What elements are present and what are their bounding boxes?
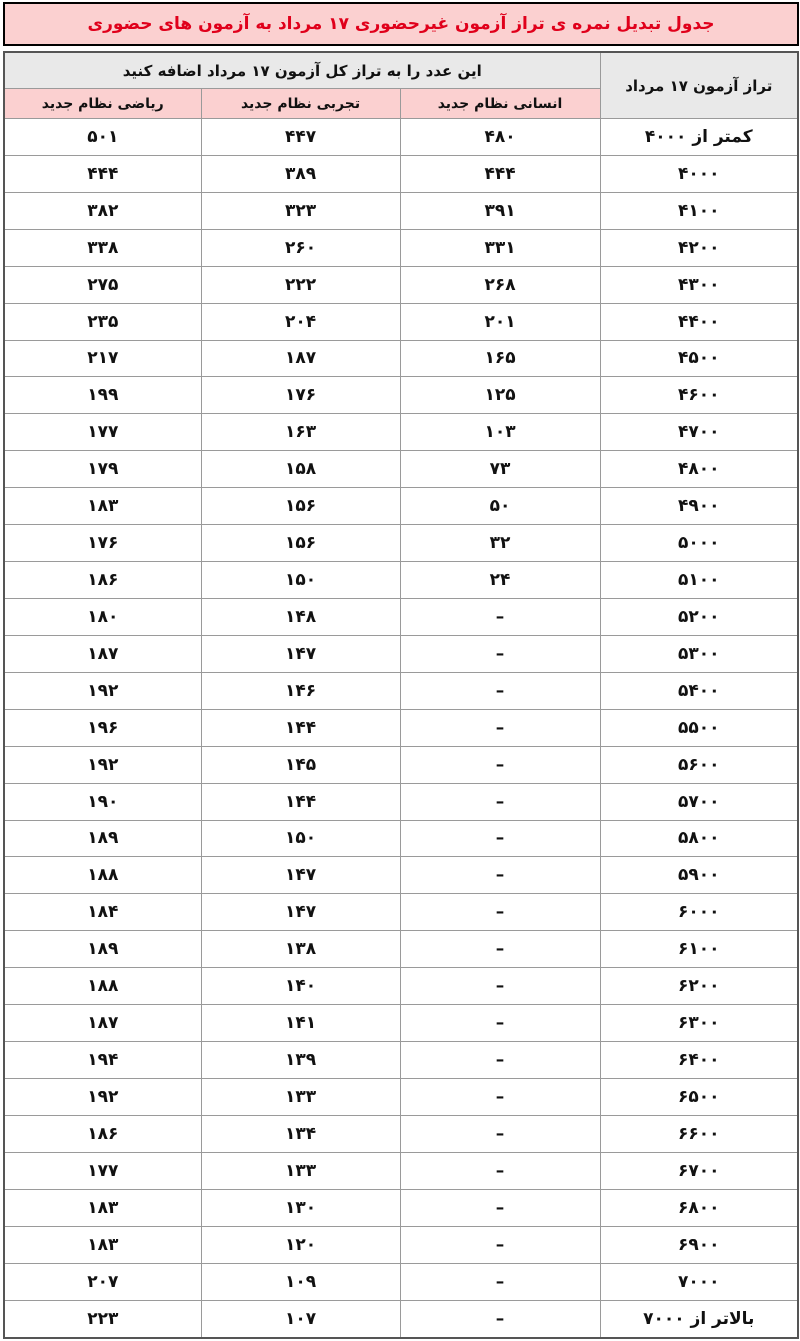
- cell-ensani: –: [400, 1078, 600, 1115]
- cell-riazi: ۱۷۷: [4, 414, 201, 451]
- header-taraz: تراز آزمون ۱۷ مرداد: [600, 52, 798, 119]
- table-row: [4, 1078, 798, 1115]
- cell-riazi: ۱۸۳: [4, 488, 201, 525]
- header-ensani: انسانی نظام جدید: [400, 89, 600, 119]
- cell-ensani: ۵۰: [400, 488, 600, 525]
- cell-ensani: ۳۳۱: [400, 229, 600, 266]
- cell-taraz: ۷۰۰۰: [600, 1263, 798, 1300]
- cell-riazi: ۱۸۹: [4, 931, 201, 968]
- cell-tajrobi: ۱۳۹: [201, 1042, 400, 1079]
- table-row: [4, 894, 798, 931]
- cell-tajrobi: ۱۵۶: [201, 488, 400, 525]
- cell-riazi: ۱۹۹: [4, 377, 201, 414]
- cell-riazi: ۱۹۲: [4, 1078, 201, 1115]
- cell-taraz: ۴۰۰۰: [600, 155, 798, 192]
- cell-riazi: ۱۹۲: [4, 746, 201, 783]
- table-row: [4, 1189, 798, 1226]
- cell-tajrobi: ۱۵۰: [201, 562, 400, 599]
- table-row: [4, 635, 798, 672]
- cell-taraz: ۶۹۰۰: [600, 1226, 798, 1263]
- cell-riazi: ۲۳۵: [4, 303, 201, 340]
- cell-riazi: ۲۷۵: [4, 266, 201, 303]
- cell-ensani: ۲۰۱: [400, 303, 600, 340]
- table-row: [4, 857, 798, 894]
- cell-taraz: ۴۲۰۰: [600, 229, 798, 266]
- cell-tajrobi: ۱۲۰: [201, 1226, 400, 1263]
- cell-ensani: –: [400, 1042, 600, 1079]
- cell-taraz: ۵۸۰۰: [600, 820, 798, 857]
- cell-ensani: –: [400, 1226, 600, 1263]
- table-row: [4, 192, 798, 229]
- cell-riazi: ۳۸۲: [4, 192, 201, 229]
- cell-ensani: ۲۴: [400, 562, 600, 599]
- cell-taraz: ۶۴۰۰: [600, 1042, 798, 1079]
- cell-ensani: ۴۴۴: [400, 155, 600, 192]
- table-row: [4, 562, 798, 599]
- cell-riazi: ۱۷۹: [4, 451, 201, 488]
- cell-ensani: –: [400, 931, 600, 968]
- table-body: [4, 119, 798, 1339]
- table-row: [4, 1005, 798, 1042]
- cell-tajrobi: ۱۳۳: [201, 1152, 400, 1189]
- cell-taraz: ۴۶۰۰: [600, 377, 798, 414]
- cell-ensani: –: [400, 783, 600, 820]
- cell-riazi: ۱۸۰: [4, 598, 201, 635]
- cell-ensani: ۳۲: [400, 525, 600, 562]
- cell-taraz: ۶۳۰۰: [600, 1005, 798, 1042]
- cell-taraz: ۴۴۰۰: [600, 303, 798, 340]
- cell-ensani: –: [400, 1300, 600, 1338]
- table-row: [4, 266, 798, 303]
- cell-tajrobi: ۱۴۴: [201, 783, 400, 820]
- cell-tajrobi: ۱۳۰: [201, 1189, 400, 1226]
- cell-ensani: –: [400, 820, 600, 857]
- cell-taraz: ۶۱۰۰: [600, 931, 798, 968]
- cell-ensani: –: [400, 672, 600, 709]
- cell-tajrobi: ۱۴۷: [201, 894, 400, 931]
- cell-riazi: ۱۹۶: [4, 709, 201, 746]
- cell-tajrobi: ۱۰۷: [201, 1300, 400, 1338]
- cell-ensani: –: [400, 746, 600, 783]
- cell-riazi: ۱۸۷: [4, 1005, 201, 1042]
- table-row: [4, 451, 798, 488]
- cell-riazi: ۱۹۲: [4, 672, 201, 709]
- cell-ensani: –: [400, 968, 600, 1005]
- table-row: [4, 119, 798, 156]
- cell-tajrobi: ۴۴۷: [201, 119, 400, 156]
- cell-tajrobi: ۱۰۹: [201, 1263, 400, 1300]
- cell-riazi: ۳۳۸: [4, 229, 201, 266]
- cell-ensani: ۱۰۳: [400, 414, 600, 451]
- cell-ensani: –: [400, 1263, 600, 1300]
- table-row: [4, 746, 798, 783]
- conversion-table: [3, 51, 799, 1339]
- table-row: [4, 525, 798, 562]
- cell-tajrobi: ۱۴۶: [201, 672, 400, 709]
- cell-ensani: ۴۸۰: [400, 119, 600, 156]
- cell-riazi: ۱۸۷: [4, 635, 201, 672]
- cell-tajrobi: ۳۲۳: [201, 192, 400, 229]
- cell-riazi: ۱۸۴: [4, 894, 201, 931]
- cell-tajrobi: ۳۸۹: [201, 155, 400, 192]
- cell-taraz: ۵۳۰۰: [600, 635, 798, 672]
- cell-tajrobi: ۱۳۳: [201, 1078, 400, 1115]
- cell-taraz: ۴۵۰۰: [600, 340, 798, 377]
- table-row: [4, 968, 798, 1005]
- cell-ensani: ۳۹۱: [400, 192, 600, 229]
- cell-ensani: –: [400, 1115, 600, 1152]
- table-row: [4, 229, 798, 266]
- cell-tajrobi: ۱۴۷: [201, 857, 400, 894]
- table-head: [4, 52, 798, 119]
- header-group: این عدد را به تراز کل آزمون ۱۷ مرداد اضافه کنید: [4, 52, 600, 89]
- cell-tajrobi: ۱۵۶: [201, 525, 400, 562]
- cell-ensani: –: [400, 1189, 600, 1226]
- table-row: [4, 709, 798, 746]
- cell-riazi: ۱۹۰: [4, 783, 201, 820]
- cell-tajrobi: ۱۵۰: [201, 820, 400, 857]
- table-row: [4, 598, 798, 635]
- cell-taraz: ۴۳۰۰: [600, 266, 798, 303]
- cell-taraz: ۴۹۰۰: [600, 488, 798, 525]
- cell-riazi: ۱۸۹: [4, 820, 201, 857]
- cell-taraz: ۴۱۰۰: [600, 192, 798, 229]
- cell-riazi: ۱۸۸: [4, 857, 201, 894]
- cell-tajrobi: ۲۶۰: [201, 229, 400, 266]
- cell-taraz: ۵۹۰۰: [600, 857, 798, 894]
- cell-tajrobi: ۱۶۳: [201, 414, 400, 451]
- cell-riazi: ۲۲۳: [4, 1300, 201, 1338]
- cell-taraz: بالاتر از ۷۰۰۰: [600, 1300, 798, 1338]
- cell-tajrobi: ۱۴۱: [201, 1005, 400, 1042]
- cell-ensani: ۱۲۵: [400, 377, 600, 414]
- table-row: [4, 783, 798, 820]
- table-row: [4, 340, 798, 377]
- cell-taraz: ۵۷۰۰: [600, 783, 798, 820]
- cell-tajrobi: ۱۷۶: [201, 377, 400, 414]
- cell-riazi: ۱۷۷: [4, 1152, 201, 1189]
- table-row: [4, 1300, 798, 1338]
- cell-riazi: ۲۰۷: [4, 1263, 201, 1300]
- cell-taraz: ۶۲۰۰: [600, 968, 798, 1005]
- cell-ensani: –: [400, 635, 600, 672]
- cell-ensani: ۲۶۸: [400, 266, 600, 303]
- cell-ensani: –: [400, 1005, 600, 1042]
- header-tajrobi: تجربی نظام جدید: [201, 89, 400, 119]
- cell-ensani: ۱۶۵: [400, 340, 600, 377]
- cell-tajrobi: ۱۸۷: [201, 340, 400, 377]
- cell-riazi: ۱۹۴: [4, 1042, 201, 1079]
- cell-ensani: ۷۳: [400, 451, 600, 488]
- cell-tajrobi: ۱۴۵: [201, 746, 400, 783]
- cell-tajrobi: ۱۳۸: [201, 931, 400, 968]
- header-riazi: ریاضی نظام جدید: [4, 89, 201, 119]
- cell-riazi: ۱۸۳: [4, 1189, 201, 1226]
- cell-taraz: ۵۴۰۰: [600, 672, 798, 709]
- cell-tajrobi: ۲۲۲: [201, 266, 400, 303]
- cell-ensani: –: [400, 1152, 600, 1189]
- cell-riazi: ۱۷۶: [4, 525, 201, 562]
- table-row: [4, 1226, 798, 1263]
- table-row: [4, 931, 798, 968]
- table-row: [4, 820, 798, 857]
- table-row: [4, 488, 798, 525]
- cell-taraz: ۴۷۰۰: [600, 414, 798, 451]
- cell-taraz: ۶۶۰۰: [600, 1115, 798, 1152]
- cell-ensani: –: [400, 894, 600, 931]
- cell-riazi: ۱۸۳: [4, 1226, 201, 1263]
- cell-ensani: –: [400, 709, 600, 746]
- cell-taraz: ۵۲۰۰: [600, 598, 798, 635]
- cell-tajrobi: ۱۳۴: [201, 1115, 400, 1152]
- table-row: [4, 303, 798, 340]
- table-row: [4, 1115, 798, 1152]
- cell-taraz: ۶۰۰۰: [600, 894, 798, 931]
- cell-riazi: ۵۰۱: [4, 119, 201, 156]
- cell-ensani: –: [400, 857, 600, 894]
- cell-ensani: –: [400, 598, 600, 635]
- cell-taraz: ۵۵۰۰: [600, 709, 798, 746]
- cell-riazi: ۴۴۴: [4, 155, 201, 192]
- table-row: [4, 1263, 798, 1300]
- cell-tajrobi: ۱۴۰: [201, 968, 400, 1005]
- table-title: جدول تبدیل نمره ی تراز آزمون غیرحضوری ۱۷ مرداد به آزمون های حضوری: [3, 2, 799, 46]
- table-row: [4, 672, 798, 709]
- cell-riazi: ۱۸۶: [4, 1115, 201, 1152]
- table-row: [4, 1152, 798, 1189]
- table-row: [4, 414, 798, 451]
- cell-riazi: ۱۸۶: [4, 562, 201, 599]
- cell-taraz: ۵۱۰۰: [600, 562, 798, 599]
- cell-taraz: ۵۶۰۰: [600, 746, 798, 783]
- cell-riazi: ۱۸۸: [4, 968, 201, 1005]
- cell-tajrobi: ۱۴۸: [201, 598, 400, 635]
- table-row: [4, 377, 798, 414]
- cell-taraz: ۶۸۰۰: [600, 1189, 798, 1226]
- cell-taraz: ۶۵۰۰: [600, 1078, 798, 1115]
- cell-tajrobi: ۱۴۷: [201, 635, 400, 672]
- cell-riazi: ۲۱۷: [4, 340, 201, 377]
- table-row: [4, 155, 798, 192]
- cell-taraz: ۴۸۰۰: [600, 451, 798, 488]
- cell-taraz: ۵۰۰۰: [600, 525, 798, 562]
- cell-taraz: کمتر از ۴۰۰۰: [600, 119, 798, 156]
- table-row: [4, 1042, 798, 1079]
- cell-taraz: ۶۷۰۰: [600, 1152, 798, 1189]
- cell-tajrobi: ۱۴۴: [201, 709, 400, 746]
- cell-tajrobi: ۱۵۸: [201, 451, 400, 488]
- cell-tajrobi: ۲۰۴: [201, 303, 400, 340]
